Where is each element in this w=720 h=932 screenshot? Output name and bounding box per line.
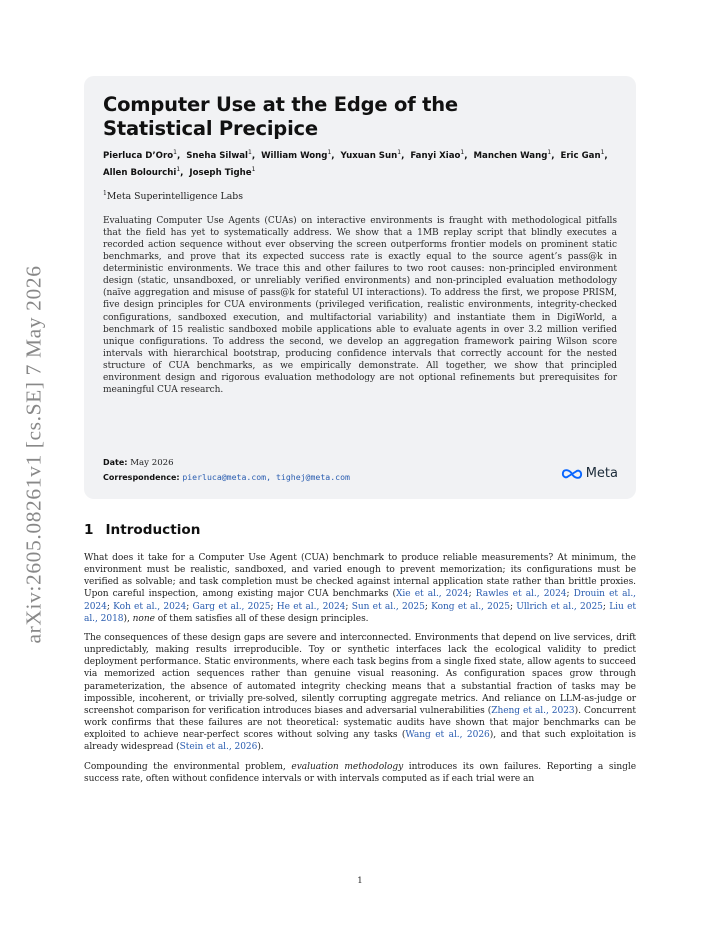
paragraph-text: ; xyxy=(509,601,517,612)
paragraph-text: The consequences of these design gaps are severe and interconnected. Environments that depend on live services, drift unpredictably, making results irreproducible. Toy or synthetic interfaces lack the ecological validity to predict deployment performance. Static environments, where each task begins from a single fixed state, allow agents to succeed via memorized action sequences rather than genuine visual reasoning. As configuration spaces grow through parameterization, the absence of automated integrity checking means that a substantial fraction of tasks may be impossible, incoherent, or trivially pre-solved, silently corrupting aggregate metrics. And reliance on LLM-as-judge or screenshot comparison for verification introduces biases and adversarial vulnerabilities ( xyxy=(84,632,636,716)
title-line-2: Statistical Precipice xyxy=(103,117,318,140)
affiliation-name: Meta Superintelligence Labs xyxy=(106,190,243,202)
meta-logo xyxy=(561,466,618,481)
abstract-text: Evaluating Computer Use Agents (CUAs) on interactive environments is fraught with methodological pitfalls that the field has yet to systematically address. We show that a 1MB replay script that blindly executes a recorded action sequence without ever observing the screen outperforms frontier models on prominent static benchmarks, and prove that its expected success rate is exactly equal to the source agent’s pass@k in deterministic environments. We trace this and other failures to two root causes: non-principled environment design (static, unsandboxed, or unreliably verified environments) and non-principled evaluation methodology (naïve aggregation and misuse of pass@k for stateful UI interactions). To address the first, we propose PRISM, five design principles for CUA environments (privileged verification, realistic environments, integrity-checked configurations, sandboxed execution, and multifactorial variability) and instantiate them in DigiWorld, a benchmark of 15 realistic sandboxed mobile applications able to evaluate agents in over 3.2 million verified unique configurations. To address the second, we develop an aggregation framework pairing Wilson score intervals with hierarchical bootstrap, producing confidence intervals that correctly account for the nested structure of CUA benchmarks, as we empirically demonstrate. All together, we show that principled environment design and rigorous evaluation methodology are not optional refinements but prerequisites for meaningful CUA research. xyxy=(103,215,617,396)
paragraph-text: ). xyxy=(257,742,264,753)
author-list: Pierluca D’Oro$^1$, Sneha Silwal$^1$, William Wong$^1$, Yuxuan Sun$^1$, Fanyi Xiao$^1$, Manchen Wang$^1$, Eric Gan$^1$, Allen Bolourchi$^1$, Joseph Tighe$^1$ xyxy=(103,149,608,178)
citation-link[interactable]: Wang et al., 2026 xyxy=(405,730,490,741)
section-title: Introduction xyxy=(105,522,201,538)
citation-link[interactable]: Rawles et al., 2024 xyxy=(475,589,567,600)
arxiv-identifier xyxy=(21,264,47,644)
date-line xyxy=(103,456,350,470)
paragraph-text: ; xyxy=(345,601,352,612)
paragraph-text: ; xyxy=(106,601,114,612)
author-name: Allen Bolourchi xyxy=(103,167,177,178)
paragraph xyxy=(84,761,636,785)
meta-logo-text: Meta xyxy=(585,466,618,481)
correspondence-label: Correspondence: xyxy=(103,473,180,482)
section-number: 1 xyxy=(84,522,94,538)
paragraph-text: ; xyxy=(424,601,432,612)
paragraph xyxy=(84,632,636,754)
citation-link[interactable]: He et al., 2024 xyxy=(276,601,346,612)
author-affil-mark: 1 xyxy=(460,149,465,156)
author-affil-mark: 1 xyxy=(547,149,552,156)
affiliation xyxy=(103,188,617,203)
meta-infinity-icon xyxy=(561,468,583,480)
date-value: May 2026 xyxy=(130,458,174,468)
author-name: Sneha Silwal xyxy=(186,150,248,161)
paragraph-text: ; xyxy=(186,601,193,612)
title-line-1: Computer Use at the Edge of the xyxy=(103,93,458,116)
paper-meta xyxy=(103,456,350,485)
paragraph-text: ). Concurrent work confirms that these failures are not theoretical: systematic audits have shown that major benchmarks can be exploited to achieve near-perfect scores without solving any tasks ( xyxy=(84,705,636,741)
arxiv-identifier-text: arXiv:2605.08261v1 [cs.SE] 7 May 2026 xyxy=(21,264,46,644)
author-affil-mark: 1 xyxy=(600,149,605,156)
paragraph-text: ; xyxy=(566,589,574,600)
correspondence-email-link[interactable]: tighej@meta.com xyxy=(275,472,350,482)
section-heading xyxy=(84,522,200,538)
correspondence-line xyxy=(103,470,350,485)
paragraph-text: introduces its own failures. Reporting a single success rate, often without confidence intervals or with intervals computed as if each trial were an xyxy=(84,761,637,784)
citation-link[interactable]: Liu et al., 2018 xyxy=(84,601,636,624)
author-name: Eric Gan xyxy=(560,150,601,161)
page-number: 1 xyxy=(357,876,363,886)
citation-link[interactable]: Koh et al., 2024 xyxy=(113,601,187,612)
paper-title xyxy=(103,93,617,141)
paragraph-text: What does it take for a Computer Use Agent (CUA) benchmark to produce reliable measurements? At minimum, the environment must be realistic, sandboxed, and varied enough to prevent memorization; its configurations must be verified as solvable; and task completion must be checked against internal application state rather than brittle proxies. Upon careful inspection, among existing major CUA benchmarks ( xyxy=(84,553,636,600)
correspondence-separator: , xyxy=(266,472,276,482)
citation-link[interactable]: Zheng et al., 2023 xyxy=(491,705,575,716)
date-label: Date: xyxy=(103,458,128,467)
correspondence-email-link[interactable]: pierluca@meta.com xyxy=(182,472,267,482)
paragraph-text: ), xyxy=(123,613,133,624)
author-name: Joseph Tighe xyxy=(189,167,252,178)
author-affil-mark: 1 xyxy=(327,149,332,156)
emphasis-text: evaluation methodology xyxy=(291,761,404,772)
paragraph xyxy=(84,552,636,625)
author-name: Manchen Wang xyxy=(473,150,548,161)
paragraph-text: Compounding the environmental problem, xyxy=(84,761,292,772)
author-affil-mark: 1 xyxy=(173,149,177,156)
citation-link[interactable]: Kong et al., 2025 xyxy=(431,601,510,612)
citation-link[interactable]: Sun et al., 2025 xyxy=(351,601,425,612)
affiliation-mark: 1 xyxy=(103,189,107,197)
paragraph-text: ; xyxy=(602,601,610,612)
author-affil-mark: 1 xyxy=(251,165,256,173)
author-name: Fanyi Xiao xyxy=(410,150,461,161)
paragraph-text: ; xyxy=(468,589,476,600)
author-affil-mark: 1 xyxy=(248,149,252,156)
citation-link[interactable]: Drouin et al., 2024 xyxy=(84,589,636,612)
paragraph-text: ; xyxy=(270,601,277,612)
citation-link[interactable]: Stein et al., 2026 xyxy=(179,742,258,753)
citation-link[interactable]: Xie et al., 2024 xyxy=(396,589,469,600)
author-affil-mark: 1 xyxy=(176,165,181,173)
author-name: William Wong xyxy=(261,150,328,161)
introduction-body xyxy=(84,552,636,792)
author-affil-mark: 1 xyxy=(397,149,402,156)
emphasis-text: none xyxy=(132,613,155,624)
paragraph-text: of them satisfies all of these design principles. xyxy=(154,613,369,624)
author-name: Yuxuan Sun xyxy=(340,150,398,161)
abstract-panel xyxy=(84,76,636,499)
author-name: Pierluca D’Oro xyxy=(103,150,174,161)
citation-link[interactable]: Ullrich et al., 2025 xyxy=(516,601,603,612)
citation-link[interactable]: Garg et al., 2025 xyxy=(192,601,271,612)
paragraph-text: ), and that such exploitation is already widespread ( xyxy=(84,730,636,753)
